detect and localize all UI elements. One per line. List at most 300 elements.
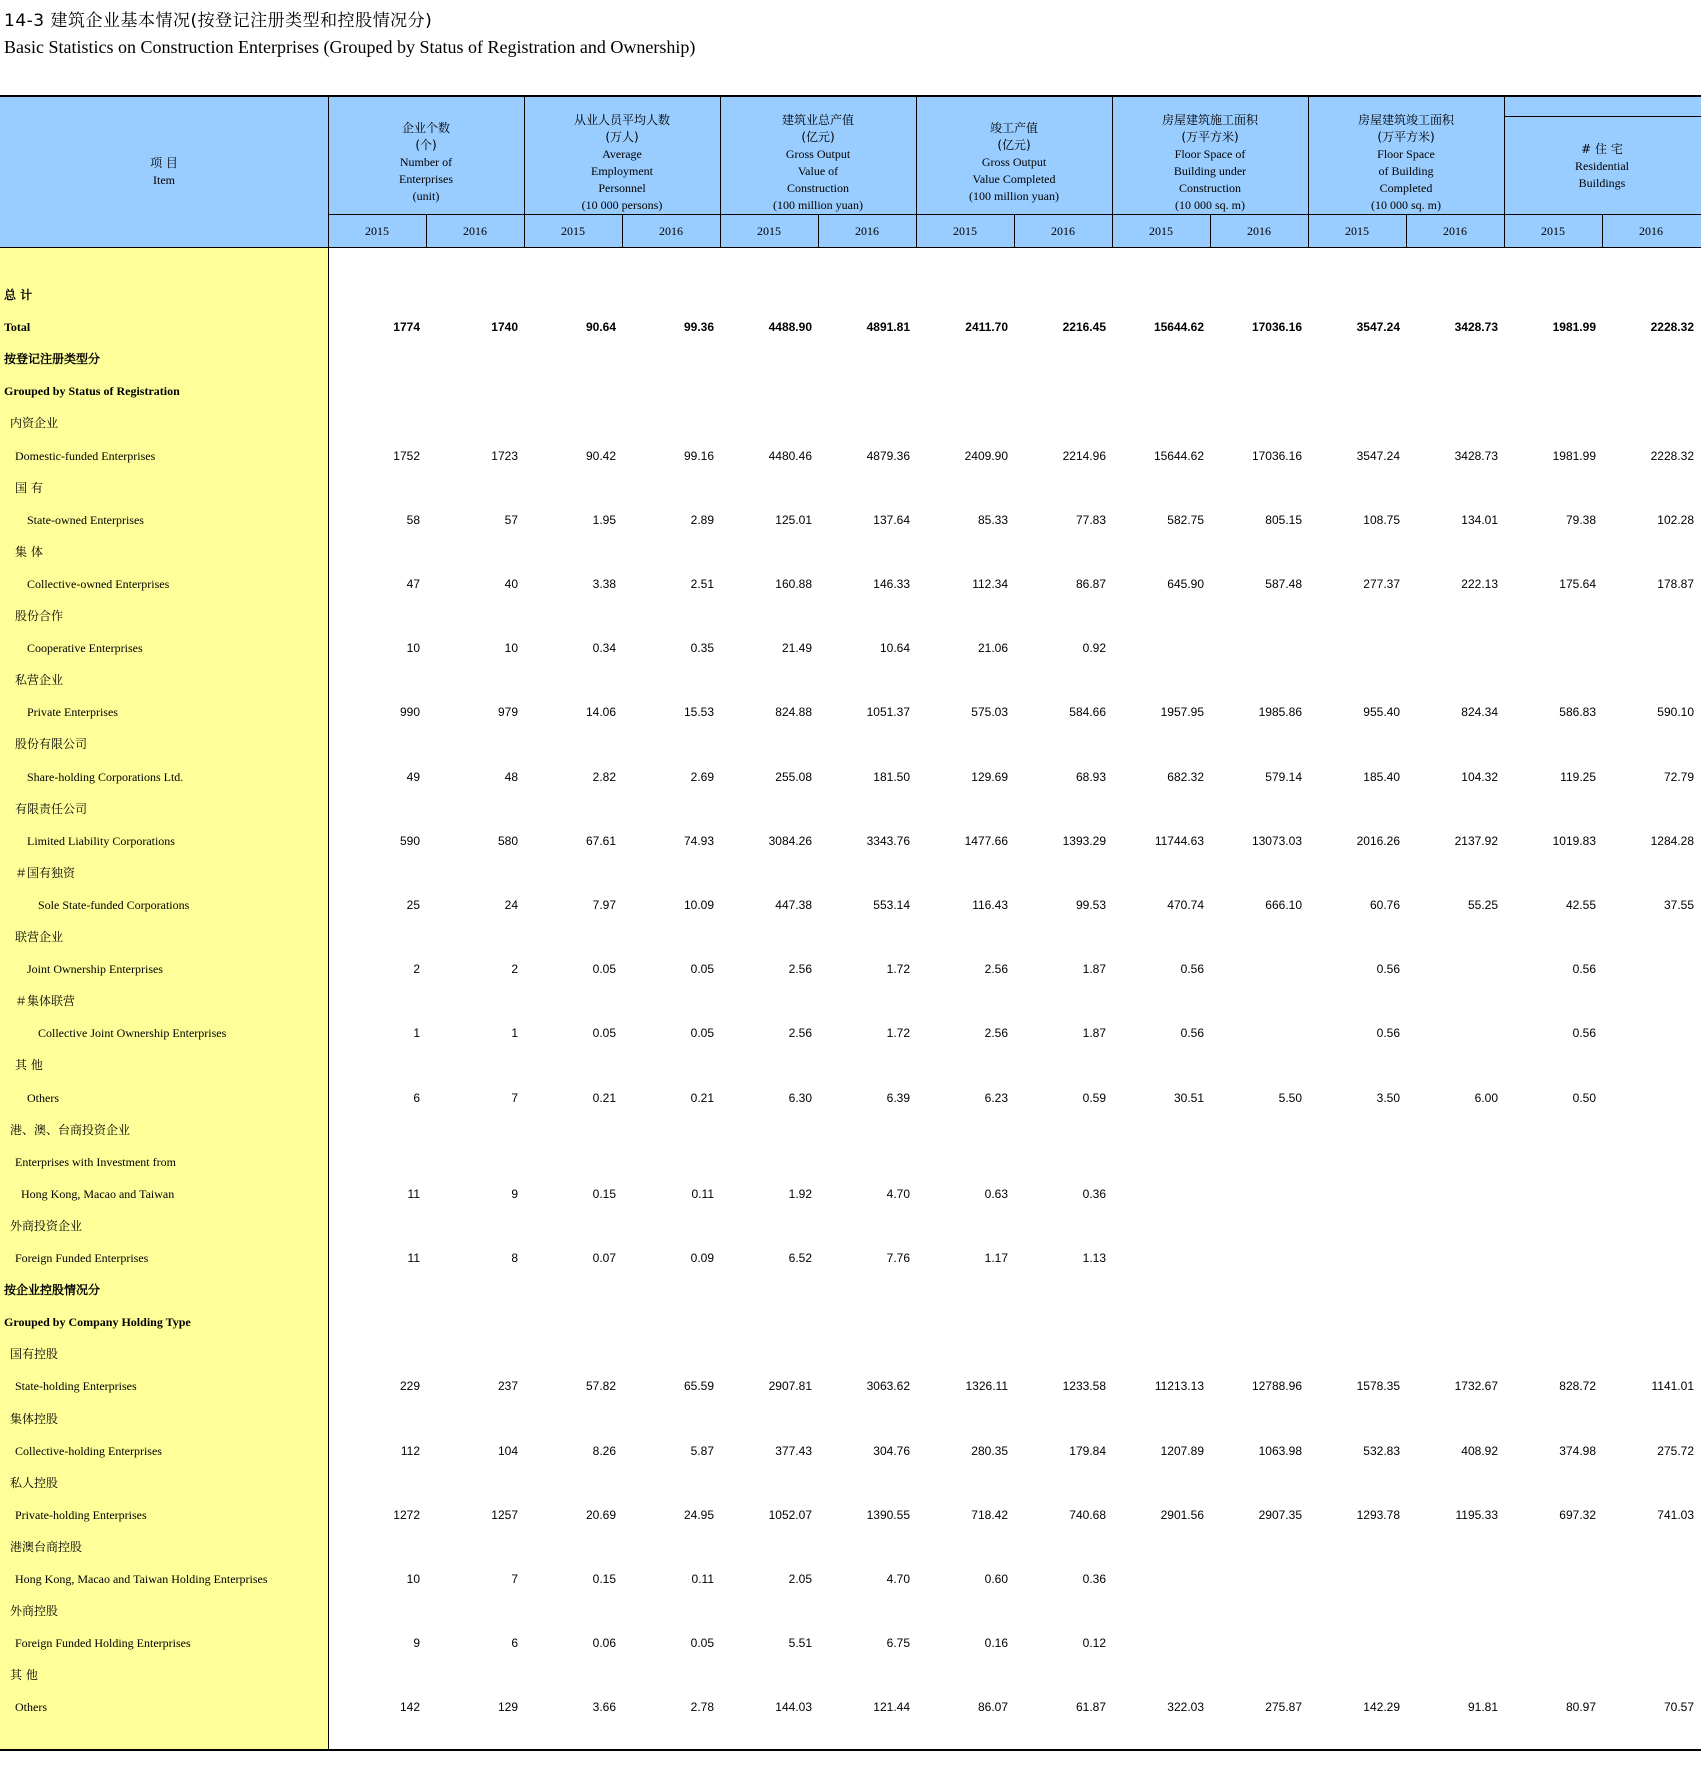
table-cell: 86.87 (1075, 576, 1106, 591)
table-cell: 2.56 (788, 1026, 812, 1041)
table-cell: 0.56 (1180, 962, 1204, 977)
column-header-line: Buildings (1578, 175, 1626, 190)
table-cell: 4488.90 (768, 320, 812, 335)
table-cell: 14.06 (585, 705, 616, 720)
column-header-line: Value Completed (972, 172, 1056, 186)
table-cell: 1.92 (788, 1186, 812, 1201)
table-cell: 2016.26 (1356, 833, 1400, 848)
row-label: 总 计 (4, 288, 33, 302)
column-header-line: Number of (399, 155, 453, 169)
table-cell: 0.34 (592, 641, 616, 656)
row-label: 外商控股 (10, 1604, 59, 1619)
table-cell: 2.78 (690, 1700, 714, 1715)
table-title-chinese: 14-3 建筑企业基本情况(按登记注册类型和控股情况分) (4, 11, 433, 31)
table-cell: 1195.33 (1455, 1507, 1498, 1522)
group-divider-line (1112, 97, 1113, 247)
table-cell: 72.79 (1663, 769, 1694, 784)
row-label: Sole State-funded Corporations (38, 897, 190, 912)
column-header-line: Completed (1379, 180, 1433, 195)
table-cell: 6.30 (788, 1090, 812, 1105)
item-header-cn: 项 目 (150, 156, 178, 170)
table-cell: 99.53 (1075, 897, 1106, 912)
table-cell: 108.75 (1363, 512, 1400, 527)
table-cell: 85.33 (977, 512, 1008, 527)
year-subheader: 2015 (1149, 224, 1173, 238)
table-cell: 0.60 (984, 1572, 1008, 1586)
table-row (0, 702, 1701, 722)
table-cell: 15644.62 (1153, 320, 1204, 335)
table-section-label (0, 413, 1701, 433)
table-cell: 6.23 (984, 1090, 1008, 1105)
table-section-label (0, 1409, 1701, 1429)
table-cell: 142 (399, 1700, 420, 1715)
column-header-line: Gross Output (981, 155, 1047, 169)
table-cell: 1985.86 (1258, 705, 1302, 720)
table-cell: 222.13 (1461, 576, 1498, 591)
year-divider-line (622, 214, 623, 247)
stub-divider-line (328, 97, 329, 1749)
table-cell: 2.51 (690, 576, 714, 591)
table-cell: 90.64 (585, 320, 616, 335)
year-subheader: 2016 (855, 224, 879, 238)
table-row (0, 1088, 1701, 1108)
row-label: Hong Kong, Macao and Taiwan (21, 1186, 175, 1201)
table-cell: 1207.89 (1160, 1443, 1204, 1458)
table-section-label (0, 1473, 1701, 1493)
table-row (0, 1569, 1701, 1589)
table-cell: 322.03 (1167, 1700, 1204, 1715)
table-row (0, 1184, 1701, 1204)
table-cell: 3343.76 (866, 833, 910, 848)
table-row (0, 895, 1701, 915)
table-cell: 0.11 (691, 1572, 714, 1586)
table-cell: 2137.92 (1454, 833, 1498, 848)
table-cell: 2.82 (592, 769, 616, 784)
column-header-line: (万平方米) (1181, 129, 1239, 144)
table-cell: 24.95 (683, 1507, 714, 1522)
table-cell: 0.59 (1082, 1090, 1106, 1105)
row-label: Private Enterprises (27, 705, 118, 720)
row-label: Private-holding Enterprises (15, 1507, 147, 1522)
table-section-label (0, 1312, 1701, 1332)
table-cell: 0.07 (592, 1251, 616, 1265)
year-divider-line (1406, 214, 1407, 247)
table-cell: 99.16 (683, 448, 714, 463)
year-subheader: 2016 (1639, 224, 1663, 238)
table-cell: 4.70 (886, 1572, 910, 1586)
table-cell: 697.32 (1559, 1507, 1596, 1522)
residential-subgroup-line (1504, 116, 1701, 117)
row-label: Cooperative Enterprises (27, 641, 143, 656)
table-cell: 0.63 (984, 1186, 1008, 1201)
table-section-label (0, 478, 1701, 498)
table-cell: 121.44 (873, 1700, 910, 1715)
table-cell: 682.32 (1167, 769, 1204, 784)
table-cell: 824.88 (775, 705, 812, 720)
table-cell: 587.48 (1265, 576, 1302, 591)
table-cell: 1 (413, 1026, 420, 1041)
table-cell: 6 (413, 1090, 420, 1105)
table-cell: 1.95 (592, 512, 616, 527)
table-cell: 1.13 (1082, 1251, 1106, 1265)
table-row (0, 1505, 1701, 1525)
table-cell: 2214.96 (1062, 448, 1106, 463)
table-cell: 6 (511, 1636, 518, 1651)
column-header-line: Floor Space of (1174, 146, 1246, 161)
column-header-line: (10 000 sq. m) (1371, 197, 1441, 212)
table-cell: 9 (413, 1636, 420, 1651)
column-header-line: Employment (591, 163, 653, 178)
column-header-line: 房屋建筑竣工面积 (1357, 112, 1454, 127)
row-label: Grouped by Company Holding Type (4, 1315, 191, 1330)
column-header-line: Gross Output (785, 146, 851, 161)
table-cell: 1390.55 (866, 1507, 910, 1522)
column-header-line: (亿元) (997, 138, 1031, 152)
year-subheader: 2016 (1051, 224, 1075, 238)
table-cell: 590 (399, 833, 420, 848)
row-label: Enterprises with Investment from (15, 1154, 176, 1169)
column-header-line: Enterprises (399, 172, 453, 186)
row-label: 内资企业 (10, 416, 59, 431)
row-label: Others (15, 1700, 47, 1715)
table-cell: 11744.63 (1154, 833, 1204, 848)
table-cell: 2228.32 (1650, 320, 1694, 335)
table-cell: 0.12 (1082, 1636, 1106, 1651)
table-cell: 119.25 (1560, 769, 1596, 784)
row-label: ＃集体联营 (15, 994, 76, 1009)
column-header-line: # 住 宅 (1581, 141, 1623, 156)
table-cell: 532.83 (1363, 1443, 1400, 1458)
row-label: 集 体 (15, 544, 43, 559)
table-cell: 4.70 (886, 1186, 910, 1201)
table-cell: 377.43 (775, 1443, 812, 1458)
row-label: Collective Joint Ownership Enterprises (38, 1026, 227, 1041)
table-cell: 9 (511, 1186, 518, 1201)
table-cell: 1293.78 (1356, 1507, 1400, 1522)
table-cell: 0.21 (690, 1090, 714, 1105)
table-cell: 6.00 (1474, 1090, 1498, 1105)
table-cell: 15.53 (683, 705, 714, 720)
table-cell: 21.49 (781, 641, 812, 656)
column-header-line: (100 million yuan) (969, 189, 1059, 203)
table-cell: 181.50 (873, 769, 910, 784)
table-cell: 0.56 (1572, 1026, 1596, 1041)
table-cell: 129.69 (971, 769, 1008, 784)
table-cell: 0.05 (690, 1636, 714, 1651)
table-cell: 1.17 (984, 1251, 1008, 1265)
table-cell: 990 (399, 705, 420, 720)
table-cell: 275.72 (1657, 1443, 1694, 1458)
table-cell: 74.93 (683, 833, 714, 848)
row-label: Others (27, 1090, 59, 1105)
column-group-header (1112, 112, 1308, 214)
item-header-en: Item (153, 173, 175, 187)
table-row (0, 317, 1701, 337)
header-mid-line (328, 214, 1701, 215)
table-cell: 61.87 (1075, 1700, 1106, 1715)
row-label: 其 他 (15, 1058, 43, 1073)
column-header-line: Floor Space (1377, 146, 1435, 161)
column-header-line: 建筑业总产值 (781, 112, 854, 127)
table-cell: 304.76 (873, 1443, 910, 1458)
table-cell: 1284.28 (1650, 833, 1694, 848)
table-cell: 5.87 (690, 1443, 714, 1458)
table-cell: 1257 (491, 1507, 518, 1522)
table-cell: 11 (407, 1186, 420, 1201)
table-cell: 280.35 (971, 1443, 1008, 1458)
table-section-label (0, 349, 1701, 369)
column-header-line: Construction (1179, 180, 1241, 195)
table-cell: 47 (406, 576, 420, 591)
table-cell: 0.36 (1082, 1572, 1106, 1586)
table-section-label (0, 1537, 1701, 1557)
table-cell: 2907.81 (768, 1379, 812, 1394)
table-cell: 79.38 (1565, 512, 1596, 527)
header-bottom-line (0, 247, 1701, 248)
column-group-header (916, 120, 1112, 205)
table-cell: 12788.96 (1251, 1379, 1302, 1394)
table-cell: 590.10 (1657, 705, 1694, 720)
table-cell: 0.92 (1082, 641, 1106, 656)
table-cell: 580 (497, 833, 518, 848)
table-cell: 13073.03 (1251, 833, 1302, 848)
table-cell: 7 (511, 1090, 518, 1105)
year-subheader: 2015 (953, 224, 977, 238)
table-cell: 6.52 (788, 1251, 812, 1265)
table-section-label (0, 991, 1701, 1011)
table-cell: 6.75 (886, 1636, 910, 1651)
table-cell: 805.15 (1265, 512, 1302, 527)
table-cell: 142.29 (1363, 1700, 1400, 1715)
table-cell: 0.11 (691, 1186, 714, 1201)
column-header-line: Residential (1575, 158, 1629, 173)
table-cell: 741.03 (1657, 1507, 1694, 1522)
table-cell: 1141.01 (1651, 1379, 1694, 1394)
table-cell: 374.98 (1559, 1443, 1596, 1458)
table-cell: 4891.81 (866, 320, 910, 335)
row-label: 外商投资企业 (10, 1218, 83, 1233)
column-header-line: Average (602, 146, 642, 161)
table-cell: 5.51 (788, 1636, 812, 1651)
table-cell: 645.90 (1167, 576, 1204, 591)
row-label: Limited Liability Corporations (27, 833, 175, 848)
column-group-header (1504, 141, 1700, 192)
row-label: Foreign Funded Holding Enterprises (15, 1636, 191, 1651)
column-header-line: (亿元) (801, 129, 835, 144)
table-cell: 666.10 (1265, 897, 1302, 912)
row-label: 联营企业 (15, 930, 64, 944)
group-divider-line (1308, 97, 1309, 247)
table-cell: 6.39 (886, 1090, 910, 1105)
table-section-label (0, 1216, 1701, 1236)
table-section-label (0, 1055, 1701, 1075)
table-cell: 229 (399, 1379, 420, 1394)
table-cell: 42.55 (1565, 897, 1596, 912)
table-cell: 2901.56 (1160, 1507, 1204, 1522)
row-label: Hong Kong, Macao and Taiwan Holding Enterprises (15, 1572, 268, 1586)
row-label: 私营企业 (15, 673, 64, 688)
column-header-line: 房屋建筑施工面积 (1161, 112, 1258, 127)
table-cell: 125.01 (775, 512, 812, 527)
table-row (0, 574, 1701, 594)
table-cell: 3428.73 (1454, 448, 1498, 463)
table-cell: 7.76 (886, 1251, 910, 1265)
table-section-label (0, 1665, 1701, 1685)
table-cell: 99.36 (683, 320, 714, 335)
table-cell: 10.09 (683, 897, 714, 912)
row-label: Collective-owned Enterprises (27, 576, 170, 591)
column-header-line: 竣工产值 (989, 121, 1038, 135)
table-cell: 1740 (491, 320, 518, 335)
table-cell: 553.14 (873, 897, 910, 912)
year-subheader: 2015 (1345, 224, 1369, 238)
table-cell: 40 (504, 576, 518, 591)
table-title-english: Basic Statistics on Construction Enterprises (Grouped by Status of Registration and Ownership) (4, 37, 696, 57)
table-cell: 2907.35 (1258, 1507, 1302, 1522)
table-cell: 0.50 (1572, 1090, 1596, 1105)
table-cell: 2.69 (690, 769, 714, 784)
table-cell: 17036.16 (1251, 320, 1302, 335)
table-cell: 3.66 (592, 1700, 616, 1715)
table-cell: 10 (406, 1572, 420, 1586)
column-header-line: Value of (797, 163, 839, 178)
table-section-label (0, 1152, 1701, 1172)
table-cell: 2.56 (984, 962, 1008, 977)
table-section-label (0, 542, 1701, 562)
table-cell: 586.83 (1559, 705, 1596, 720)
table-cell: 8.26 (592, 1443, 616, 1458)
row-label: Share-holding Corporations Ltd. (27, 769, 184, 784)
column-header-line: (10 000 persons) (581, 197, 663, 212)
column-header-line: (100 million yuan) (773, 197, 863, 212)
table-section-label (0, 381, 1701, 401)
table-cell: 2.56 (984, 1026, 1008, 1041)
table-cell: 2228.32 (1650, 448, 1694, 463)
table-cell: 104 (497, 1443, 518, 1458)
table-cell: 255.08 (775, 769, 812, 784)
table-cell: 10.64 (879, 641, 910, 656)
table-cell: 37.55 (1663, 897, 1694, 912)
table-cell: 7 (511, 1572, 518, 1586)
table-cell: 10 (504, 641, 518, 656)
table-section-label (0, 1344, 1701, 1364)
table-cell: 0.06 (592, 1636, 616, 1651)
row-label: Collective-holding Enterprises (15, 1443, 162, 1458)
table-cell: 7.97 (592, 897, 616, 912)
table-cell: 447.38 (775, 897, 812, 912)
table-cell: 1051.37 (866, 705, 910, 720)
table-row (0, 1697, 1701, 1717)
column-header-line: (万平方米) (1377, 129, 1435, 144)
group-divider-line (1504, 97, 1505, 247)
table-cell: 275.87 (1265, 1700, 1302, 1715)
column-header-line: (unit) (412, 189, 440, 203)
table-cell: 175.64 (1559, 576, 1596, 591)
table-cell: 3547.24 (1356, 448, 1400, 463)
year-divider-line (426, 214, 427, 247)
table-cell: 1052.07 (768, 1507, 812, 1522)
table-cell: 979 (497, 705, 518, 720)
table-cell: 1732.67 (1454, 1379, 1498, 1394)
year-subheader: 2015 (561, 224, 585, 238)
table-cell: 144.03 (775, 1700, 812, 1715)
table-cell: 25 (406, 897, 420, 912)
year-subheader: 2015 (365, 224, 389, 238)
table-cell: 178.87 (1657, 576, 1694, 591)
table-cell: 470.74 (1167, 897, 1204, 912)
table-cell: 20.69 (585, 1507, 616, 1522)
row-label: State-owned Enterprises (27, 512, 144, 527)
table-cell: 828.72 (1559, 1379, 1596, 1394)
table-cell: 2.05 (788, 1572, 812, 1586)
table-cell: 67.61 (585, 833, 616, 848)
row-label: 国 有 (15, 480, 43, 495)
group-divider-line (524, 97, 525, 247)
table-cell: 1.72 (886, 1026, 910, 1041)
table-cell: 740.68 (1069, 1507, 1106, 1522)
table-cell: 57 (504, 512, 518, 527)
year-divider-line (1602, 214, 1603, 247)
column-header-line: (个) (415, 138, 437, 152)
row-label: 其 他 (10, 1668, 38, 1683)
column-header-line: of Building (1378, 163, 1434, 178)
table-cell: 60.76 (1369, 897, 1400, 912)
column-header-line: (万人) (605, 129, 639, 144)
table-cell: 0.35 (690, 641, 714, 656)
table-cell: 1063.98 (1258, 1443, 1302, 1458)
table-section-label (0, 799, 1701, 819)
table-cell: 0.56 (1572, 962, 1596, 977)
year-subheader: 2016 (1443, 224, 1467, 238)
table-cell: 48 (504, 769, 518, 784)
table-cell: 17036.16 (1251, 448, 1302, 463)
table-section-label (0, 285, 1701, 305)
table-cell: 55.25 (1467, 897, 1498, 912)
table-cell: 584.66 (1069, 705, 1106, 720)
row-label: State-holding Enterprises (15, 1379, 137, 1394)
table-cell: 237 (497, 1379, 518, 1394)
table-cell: 718.42 (971, 1507, 1008, 1522)
table-cell: 277.37 (1363, 576, 1400, 591)
column-group-header (524, 112, 720, 214)
table-cell: 575.03 (971, 705, 1008, 720)
table-cell: 116.43 (972, 897, 1008, 912)
table-cell: 70.57 (1663, 1700, 1694, 1715)
table-cell: 1774 (393, 320, 420, 335)
table-cell: 8 (511, 1251, 518, 1265)
table-cell: 1981.99 (1552, 320, 1596, 335)
column-header-line: Construction (787, 180, 849, 195)
table-cell: 1723 (491, 448, 518, 463)
table-cell: 2 (511, 962, 518, 977)
table-row (0, 1023, 1701, 1043)
row-label: 国有控股 (10, 1347, 59, 1362)
row-label: 港、澳、台商投资企业 (10, 1122, 131, 1137)
table-section-label (0, 670, 1701, 690)
table-cell: 65.59 (683, 1379, 714, 1394)
table-cell: 5.50 (1278, 1090, 1302, 1105)
table-cell: 179.84 (1069, 1443, 1106, 1458)
table-row (0, 1633, 1701, 1653)
table-row (0, 1248, 1701, 1268)
table-cell: 408.92 (1461, 1443, 1498, 1458)
row-label: Domestic-funded Enterprises (15, 448, 156, 463)
table-cell: 112.34 (972, 576, 1008, 591)
table-cell: 0.21 (592, 1090, 616, 1105)
table-cell: 0.36 (1082, 1186, 1106, 1201)
table-cell: 10 (406, 641, 420, 656)
table-cell: 824.34 (1461, 705, 1498, 720)
